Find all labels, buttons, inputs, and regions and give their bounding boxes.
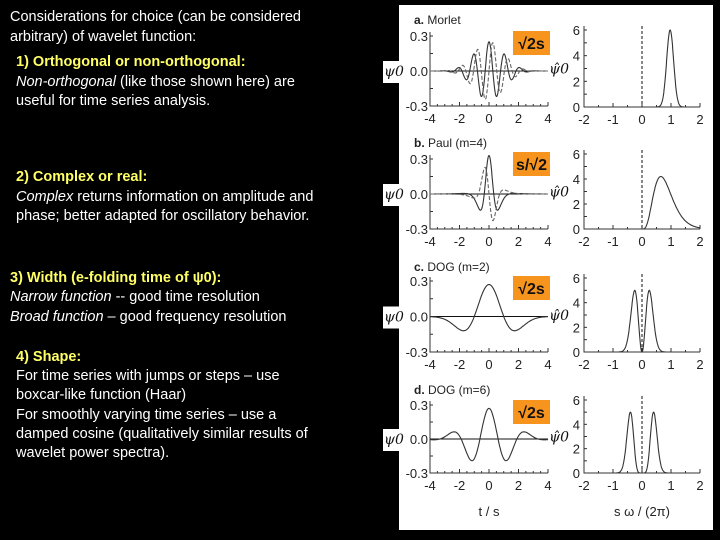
x-tick-label: 4	[544, 234, 552, 249]
y-tick-label: 6	[572, 271, 580, 286]
y-tick-label: 0.3	[409, 274, 428, 289]
y-tick-label: 6	[572, 147, 580, 162]
x-tick-label: -2	[578, 112, 590, 127]
text: returns information on amplitude and	[73, 189, 314, 205]
panel-title: b. Paul (m=4)	[414, 136, 488, 150]
y-tick-label: 0.0	[409, 64, 428, 79]
y-tick-label: 0.3	[409, 398, 428, 413]
section-4-line: damped cosine (qualitatively similar results of	[16, 426, 308, 442]
text: (like those shown here) are	[115, 74, 295, 90]
y-tick-label: 0.0	[409, 187, 428, 202]
y-tick-label: 4	[572, 172, 580, 187]
section-4-line: For smoothly varying time series – use a	[16, 407, 277, 423]
x-tick-label: -2	[453, 478, 466, 493]
x-tick-label: 2	[696, 478, 704, 493]
panel-title: d. DOG (m=6)	[414, 383, 491, 397]
text: -- good time resolution	[111, 289, 260, 305]
y-tick-label: 4	[572, 48, 580, 64]
x-tick-label: 1	[667, 112, 675, 127]
x-tick-label: 0	[485, 234, 493, 249]
emphasis: Complex	[16, 189, 74, 205]
x-tick-label: 2	[696, 112, 704, 127]
y-axis-label-psi-hat: ψ̂0	[549, 184, 569, 201]
y-tick-label: 6	[572, 23, 580, 38]
section-1-heading: 1) Orthogonal or non-orthogonal:	[16, 54, 246, 70]
y-tick-label: 4	[572, 295, 580, 311]
x-tick-label: -1	[607, 357, 619, 372]
x-tick-label: -4	[424, 234, 436, 249]
y-tick-label: 0.0	[409, 432, 428, 447]
x-axis-label-frequency: s ω / (2π)	[614, 504, 670, 519]
y-axis-label-psi: ψ0	[384, 309, 404, 326]
section-4-line: boxcar-like function (Haar)	[16, 387, 187, 403]
y-tick-label: 0	[572, 222, 580, 237]
x-tick-label: 0	[485, 478, 493, 493]
x-tick-label: -1	[607, 478, 619, 493]
emphasis: Narrow function	[10, 289, 112, 305]
x-tick-label: 1	[667, 234, 675, 249]
panel-title: a. Morlet	[414, 13, 461, 27]
x-tick-label: 2	[514, 478, 523, 493]
y-tick-label: 0.0	[409, 309, 428, 325]
y-tick-label: -0.3	[405, 99, 428, 114]
x-tick-label: 2	[696, 357, 704, 372]
x-tick-label: 2	[514, 357, 523, 372]
x-tick-label: -2	[578, 478, 590, 493]
y-tick-label: 0.3	[409, 29, 428, 44]
y-axis-label-psi-hat: ψ̂0	[549, 308, 569, 324]
x-tick-label: 0	[638, 478, 646, 493]
x-tick-label: 1	[667, 357, 675, 372]
y-tick-label: 6	[572, 393, 580, 408]
x-tick-label: -2	[453, 111, 466, 126]
y-tick-label: 2	[572, 320, 580, 336]
section-4-line: wavelet power spectra).	[16, 445, 170, 461]
text: – good frequency resolution	[103, 309, 287, 325]
y-tick-label: 2	[572, 74, 580, 90]
section-2-line-2: phase; better adapted for oscillatory behavior.	[16, 208, 310, 224]
x-tick-label: -1	[607, 112, 619, 127]
section-4-line: For time series with jumps or steps – use	[16, 368, 280, 384]
y-axis-label-psi: ψ0	[384, 187, 404, 203]
x-tick-label: -1	[607, 234, 619, 249]
scale-badge-label: √2s	[518, 405, 545, 422]
scale-badge-label: √2s	[518, 281, 545, 298]
x-tick-label: 2	[696, 234, 704, 249]
x-tick-label: 4	[544, 111, 552, 126]
y-tick-label: 4	[572, 417, 580, 433]
x-tick-label: -2	[578, 357, 590, 372]
section-2-heading: 2) Complex or real:	[16, 169, 148, 185]
intro-line-1: Considerations for choice (can be considered	[10, 9, 301, 25]
section-1-line-2: useful for time series analysis.	[16, 93, 211, 109]
scale-badge-label: √2s	[518, 36, 545, 53]
y-tick-label: -0.3	[405, 345, 428, 360]
x-tick-label: -2	[453, 234, 466, 249]
y-axis-label-psi: ψ0	[384, 432, 404, 448]
x-tick-label: 2	[514, 234, 523, 249]
x-tick-label: 2	[514, 111, 523, 126]
x-tick-label: -2	[453, 357, 466, 372]
scale-badge-label: s/√2	[515, 157, 548, 174]
x-tick-label: -2	[578, 234, 590, 249]
x-axis-label-time: t / s	[478, 504, 500, 519]
emphasis: Broad function	[10, 309, 104, 325]
y-axis-label-psi: ψ0	[384, 64, 404, 80]
x-tick-label: -4	[424, 357, 436, 372]
section-3-heading: 3) Width (e-folding time of ψ0):	[10, 270, 222, 286]
x-tick-label: 0	[638, 357, 646, 372]
y-tick-label: 2	[572, 197, 580, 212]
x-tick-label: 0	[638, 234, 646, 249]
y-tick-label: -0.3	[405, 222, 428, 237]
y-tick-label: -0.3	[405, 466, 428, 481]
x-tick-label: 0	[485, 111, 493, 126]
x-tick-label: 0	[638, 112, 646, 127]
y-tick-label: 2	[572, 441, 580, 457]
y-tick-label: 0	[572, 466, 580, 481]
section-4-heading: 4) Shape:	[16, 349, 82, 365]
x-tick-label: -4	[424, 478, 436, 493]
x-tick-label: 4	[544, 357, 552, 372]
x-tick-label: 0	[485, 357, 493, 372]
x-tick-label: -4	[424, 111, 436, 126]
x-tick-label: 1	[667, 478, 675, 493]
panel-title: c. DOG (m=2)	[414, 260, 490, 274]
emphasis: Non-orthogonal	[16, 74, 116, 90]
intro-line-2: arbitrary) of wavelet function:	[10, 29, 197, 45]
y-tick-label: 0.3	[409, 152, 428, 167]
y-tick-label: 0	[572, 100, 580, 115]
y-axis-label-psi-hat: ψ̂0	[549, 429, 569, 446]
y-tick-label: 0	[572, 345, 580, 360]
x-tick-label: 4	[544, 478, 552, 493]
y-axis-label-psi-hat: ψ̂0	[549, 61, 569, 78]
